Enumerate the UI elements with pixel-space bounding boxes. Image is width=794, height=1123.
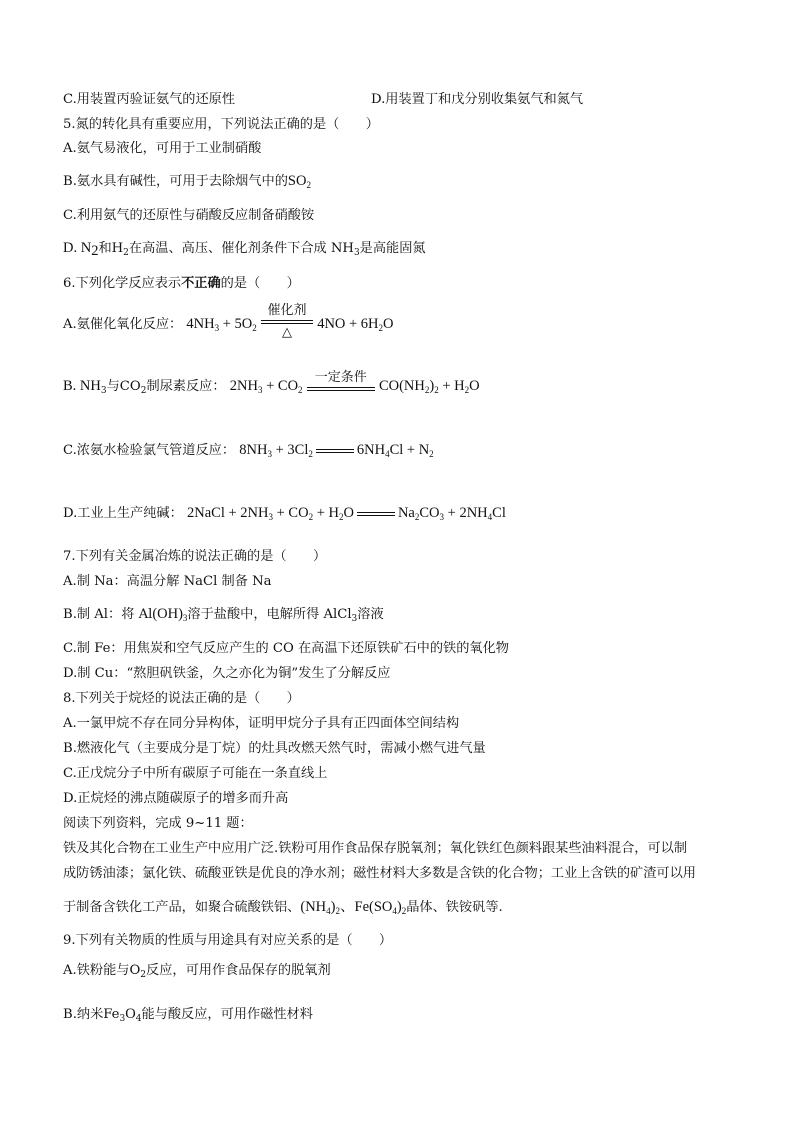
q5-option-b: B.氨水具有碱性，可用于去除烟气中的$SO_2$	[63, 173, 311, 190]
q7-stem: 7.下列有关金属冶炼的说法正确的是（ ）	[63, 549, 327, 564]
q8-option-b: B.燃液化气（主要成分是丁烷）的灶具改燃天然气时，需减小燃气进气量	[63, 741, 486, 756]
q7-option-c: C.制 Fe：用焦炭和空气反应产生的 CO 在高温下还原铁矿石中的铁的氧化物	[63, 641, 509, 656]
q6-option-d: D.工业上生产纯碱： 2NaCl + $2NH_3 + CO_2 + H_2O$ $Na_2CO_3 + 2NH_4Cl$	[63, 505, 506, 522]
reading-paragraph-line-2: 成防锈油漆；氯化铁、硫酸亚铁是优良的净水剂；磁性材料大多数是含铁的化合物；工业上含铁的矿渣可以用	[63, 866, 696, 881]
q8-option-a: A.一氯甲烷不存在同分异构体，证明甲烷分子具有正四面体空间结构	[63, 716, 460, 731]
q7-option-d: D.制 Cu：“熬胆矾铁釜，久之亦化为铜”发生了分解反应	[63, 666, 391, 681]
q7-option-b: B.制 Al：将 $Al(OH)_3$溶于盐酸中，电解所得 AlCl$_3$溶液	[63, 606, 384, 624]
catalyst-arrow: 催化剂 △	[261, 303, 313, 341]
q8-option-c: C.正戊烷分子中所有碳原子可能在一条直线上	[63, 766, 328, 781]
q6-option-b: B. $NH_3$与$CO_2$制尿素反应： $2NH_3 + CO_2$ 一定条件 $CO(NH_2)_2 + H_2O$	[63, 369, 480, 396]
q9-stem: 9.下列有关物质的性质与用途具有对应关系的是（ ）	[63, 933, 393, 948]
q9-option-a: A.铁粉能与$O_2$反应，可用作食品保存的脱氧剂	[63, 963, 331, 980]
q5-option-c: C.利用氨气的还原性与硝酸反应制备硝酸铵	[63, 208, 315, 223]
reading-paragraph-line-1: 铁及其化合物在工业生产中应用广泛.铁粉可用作食品保存脱氧剂；氧化铁红色颜料跟某些油料混合，可以制	[63, 841, 688, 856]
q4-option-d: D.用装置丁和戊分别收集氨气和氮气	[371, 92, 584, 107]
q8-option-d: D.正烷烃的沸点随碳原子的增多而升高	[63, 791, 289, 806]
q5-stem: 5.氮的转化具有重要应用，下列说法正确的是（ ）	[63, 117, 379, 132]
q6-stem: 6.下列化学反应表示不正确的是（ ）	[63, 276, 300, 291]
q6-option-c: C.浓氨水检验氯气管道反应： $8NH_3 + 3Cl_2$ $6NH_4Cl + N_2$	[63, 442, 434, 459]
q8-stem: 8.下列关于烷烃的说法正确的是（ ）	[63, 691, 300, 706]
q5-option-d: D. $N_2$和$H_2$在高温、高压、催化剂条件下合成 $NH_3$是高能固氮	[63, 240, 426, 259]
q4-option-c: C.用装置丙验证氨气的还原性	[63, 92, 236, 107]
q6-option-a: A.氨催化氧化反应： $4NH_3 + 5O_2$ 催化剂 △ $4NO + 6H_2O$	[63, 302, 394, 340]
reading-intro: 阅读下列资料，完成 9~11 题：	[63, 816, 253, 831]
q9-option-b: B.纳米$Fe_3O_4$能与酸反应，可用作磁性材料	[63, 1006, 313, 1024]
q7-option-a: A.制 Na：高温分解 NaCl 制备 Na	[63, 574, 272, 589]
condition-arrow: 一定条件	[307, 370, 375, 392]
q5-option-a: A.氨气易液化，可用于工业制硝酸	[63, 141, 262, 156]
reading-paragraph-line-3: 于制备含铁化工产品，如聚合硫酸铁铝、$(NH_4)_2$、$Fe(SO_4)_2$晶体、铁铵矾等.	[63, 899, 503, 916]
